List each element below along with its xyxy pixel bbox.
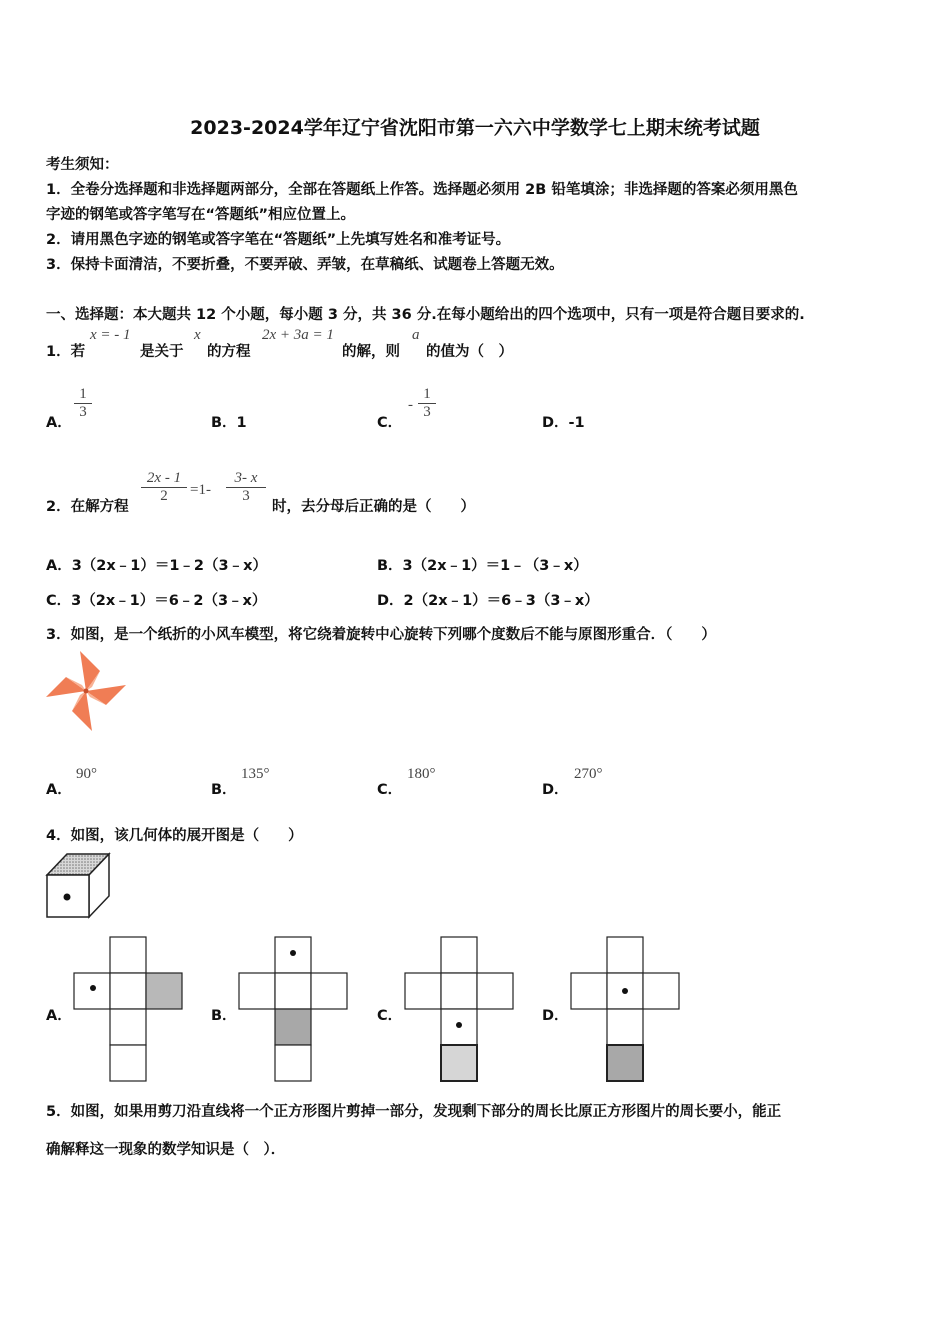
q1-number: 1．若 bbox=[46, 344, 86, 360]
q2-text: 时，去分母后正确的是（ ） bbox=[272, 499, 475, 515]
q2-option-a[interactable]: A．3（2x﹣1）＝1﹣2（3﹣x） bbox=[46, 558, 267, 574]
q1-option-a-den: 3 bbox=[79, 404, 87, 420]
q1-equation: 2x + 3a = 1 bbox=[262, 327, 334, 343]
q4-net-b[interactable] bbox=[239, 937, 347, 1081]
notice-line-2: 2．请用黑色字迹的钢笔或答字笔在“答题纸”上先填写姓名和准考证号。 bbox=[46, 232, 511, 248]
q3-option-d-label[interactable]: D． bbox=[542, 782, 569, 798]
q5-line-1: 5．如图，如果用剪刀沿直线将一个正方形图片剪掉一部分，发现剩下部分的周长比原正方形图片的周长要小，能正 bbox=[46, 1104, 782, 1120]
q4-net-a[interactable] bbox=[74, 937, 182, 1081]
q3-option-c-label[interactable]: C． bbox=[377, 782, 403, 798]
q3-option-a-value: 90° bbox=[76, 766, 97, 782]
q4-option-a-label[interactable]: A． bbox=[46, 1008, 72, 1024]
q2-fraction-1-num: 2x - 1 bbox=[141, 470, 187, 488]
windmill-figure bbox=[40, 648, 132, 734]
notice-line-1b: 字迹的钢笔或答字笔写在“答题纸”相应位置上。 bbox=[46, 207, 356, 223]
cube-figure bbox=[45, 852, 111, 920]
q2-option-c[interactable]: C．3（2x﹣1）＝6﹣2（3﹣x） bbox=[46, 593, 267, 609]
q1-text-1: 是关于 bbox=[140, 344, 184, 360]
q1-text-3: 的解，则 bbox=[342, 344, 400, 360]
q1-option-d[interactable]: D．-1 bbox=[542, 415, 585, 431]
q3-text: 3．如图，是一个纸折的小风车模型，将它绕着旋转中心旋转下列哪个度数后不能与原图形重合．（ ） bbox=[46, 627, 716, 643]
q2-fraction-2-num: 3- x bbox=[226, 470, 266, 488]
page-title: 2023-2024学年辽宁省沈阳市第一六六中学数学七上期末统考试题 bbox=[190, 117, 760, 139]
q2-option-b[interactable]: B．3（2x﹣1）＝1﹣（3﹣x） bbox=[377, 558, 588, 574]
q1-text-2: 的方程 bbox=[207, 344, 251, 360]
q3-option-d-value: 270° bbox=[574, 766, 603, 782]
q3-option-b-label[interactable]: B． bbox=[211, 782, 237, 798]
q4-net-d[interactable] bbox=[571, 937, 679, 1081]
q1-option-c-label[interactable]: C． bbox=[377, 415, 403, 431]
q2-fraction-2 bbox=[226, 470, 266, 505]
windmill-blade-3 bbox=[72, 691, 92, 731]
q4-option-d-label[interactable]: D． bbox=[542, 1008, 569, 1024]
q3-option-a-label[interactable]: A． bbox=[46, 782, 72, 798]
q3-option-b-value: 135° bbox=[241, 766, 270, 782]
q4-option-c-label[interactable]: C． bbox=[377, 1008, 403, 1024]
q1-math-var: x bbox=[194, 327, 201, 343]
q4-net-c[interactable] bbox=[405, 937, 513, 1081]
q1-option-c-sign: - bbox=[408, 397, 413, 413]
q1-option-c-fraction bbox=[418, 386, 436, 421]
q5-line-2: 确解释这一现象的数学知识是（ ）． bbox=[46, 1142, 286, 1158]
q2-number: 2．在解方程 bbox=[46, 499, 129, 515]
q1-math-x: x = - 1 bbox=[90, 327, 131, 343]
windmill-blade-4 bbox=[46, 677, 86, 697]
q1-option-b[interactable]: B．1 bbox=[211, 415, 247, 431]
q2-fraction-1 bbox=[141, 470, 187, 505]
q1-option-c-num: 1 bbox=[418, 386, 436, 404]
section-heading: 一、选择题：本大题共 12 个小题，每小题 3 分，共 36 分.在每小题给出的四个选项中，只有一项是符合题目要求的. bbox=[46, 307, 805, 323]
notice-line-3: 3．保持卡面清洁，不要折叠，不要弄破、弄皱，在草稿纸、试题卷上答题无效。 bbox=[46, 257, 564, 273]
notice-heading: 考生须知： bbox=[46, 157, 119, 173]
q2-fraction-2-den: 3 bbox=[242, 488, 250, 504]
q1-math-a: a bbox=[412, 327, 420, 343]
q1-option-c-den: 3 bbox=[423, 404, 431, 420]
q2-equals: =1- bbox=[190, 482, 211, 498]
q2-fraction-1-den: 2 bbox=[160, 488, 168, 504]
q3-option-c-value: 180° bbox=[407, 766, 436, 782]
q1-option-a-label[interactable]: A． bbox=[46, 415, 72, 431]
windmill-blade-1 bbox=[80, 651, 100, 691]
q1-text-4: 的值为（ ） bbox=[426, 344, 513, 360]
notice-line-1a: 1．全卷分选择题和非选择题两部分，全部在答题纸上作答。选择题必须用 2B 铅笔填涂；非选择题的答案必须用黑色 bbox=[46, 182, 798, 198]
q2-option-d[interactable]: D．2（2x﹣1）＝6﹣3（3﹣x） bbox=[377, 593, 599, 609]
q1-option-a-fraction bbox=[74, 386, 92, 421]
windmill-center bbox=[84, 689, 89, 694]
q4-text: 4．如图，该几何体的展开图是（ ） bbox=[46, 828, 303, 844]
windmill-blade-2 bbox=[86, 685, 126, 705]
q4-option-b-label[interactable]: B． bbox=[211, 1008, 237, 1024]
q1-option-a-num: 1 bbox=[74, 386, 92, 404]
cube-dot bbox=[64, 894, 71, 901]
